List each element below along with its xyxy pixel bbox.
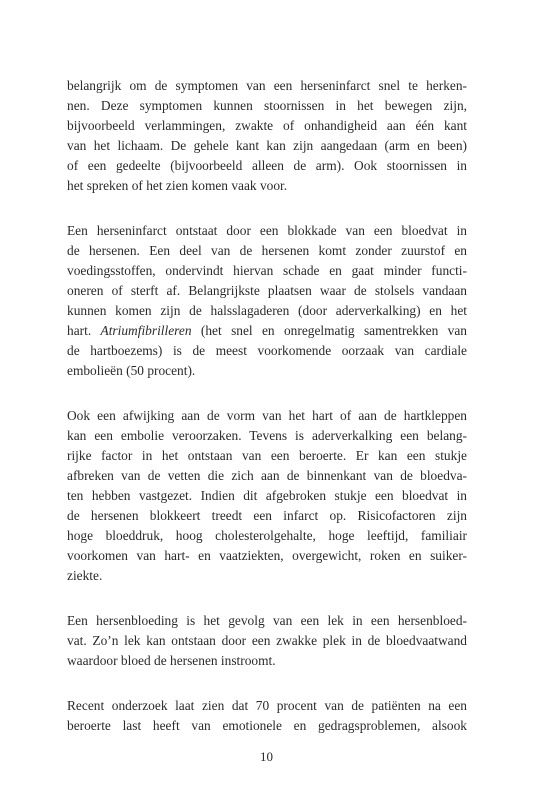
text-line: hoge bloeddruk, hoog cholesterolgehalte, hoge leeftijd, familiair — [67, 528, 467, 543]
paragraph-embolism-risk — [67, 406, 467, 586]
text-line: kan een embolie veroorzaken. Tevens is aderverkalking een belang- — [67, 428, 467, 443]
text-line: het spreken of het zien komen vaak voor. — [67, 178, 288, 193]
text-line: belangrijk om de symptomen van een herseninfarct snel te herken- — [67, 78, 467, 93]
text-line: de hartboezems) is de meest voorkomende oorzaak van cardiale — [67, 343, 467, 358]
body-text — [67, 76, 467, 761]
paragraph-recent-research — [67, 696, 467, 736]
emphasis-term: Atriumfibrilleren — [100, 323, 192, 338]
text-line: vat. Zo’n lek kan ontstaan door een zwakke plek in de bloedvaatwand — [67, 633, 467, 648]
paragraph-stroke-symptoms — [67, 76, 467, 196]
text-line: Ook een afwijking aan de vorm van het hart of aan de hartkleppen — [67, 408, 467, 423]
text-line: of een gedeelte (bijvoorbeeld alleen de arm). Ook stoornissen in — [67, 158, 467, 173]
text-line: rijke factor in het ontstaan van een beroerte. Er kan een stukje — [67, 448, 467, 463]
text-line: oneren of sterft af. Belangrijkste plaatsen waar de stolsels vandaan — [67, 283, 467, 298]
text-line: bijvoorbeeld verlammingen, zwakte of onhandigheid aan één kant — [67, 118, 467, 133]
text-line: ziekte. — [67, 568, 103, 583]
text-line: embolieën (50 procent). — [67, 363, 196, 378]
text-line: ten hebben vastgezet. Indien dit afgebroken stukje een bloedvat in — [67, 488, 467, 503]
text-fragment: (het snel en onregelmatig samentrekken van — [200, 323, 468, 338]
text-line: Een herseninfarct ontstaat door een blokkade van een bloedvat in — [67, 223, 467, 238]
text-line: de hersenen. Een deel van de hersenen komt zonder zuurstof en — [67, 243, 467, 258]
text-line: van het lichaam. De gehele kant kan zijn aangedaan (arm en been) — [67, 138, 467, 153]
text-fragment: hart. — [67, 323, 92, 338]
paragraph-infarct-cause — [67, 221, 467, 381]
text-line: kunnen komen zijn de halsslagaderen (door aderverkalking) en het — [67, 303, 467, 318]
text-line: beroerte last heeft van emotionele en gedragsproblemen, alsook — [67, 718, 467, 733]
text-line: nen. Deze symptomen kunnen stoornissen in het bewegen zijn, — [67, 98, 467, 113]
page-number: 10 — [260, 749, 273, 764]
text-line: de hersenen blokkeert treedt een infarct op. Risicofactoren zijn — [67, 508, 467, 523]
text-line: waardoor bloed de hersenen instroomt. — [67, 653, 276, 668]
text-line: afbreken van de vetten die zich aan de binnenkant van de bloedva- — [67, 468, 467, 483]
paragraph-hemorrhage — [67, 611, 467, 671]
text-line: Een hersenbloeding is het gevolg van een lek in een hersenbloed- — [67, 613, 467, 628]
text-line: voorkomen van hart- en vaatziekten, overgewicht, roken en suiker- — [67, 548, 467, 563]
text-line-with-emphasis — [67, 321, 467, 341]
text-line: voedingsstoffen, ondervindt hiervan schade en gaat minder functi- — [67, 263, 467, 278]
text-line: Recent onderzoek laat zien dat 70 procent van de patiënten na een — [67, 698, 467, 713]
